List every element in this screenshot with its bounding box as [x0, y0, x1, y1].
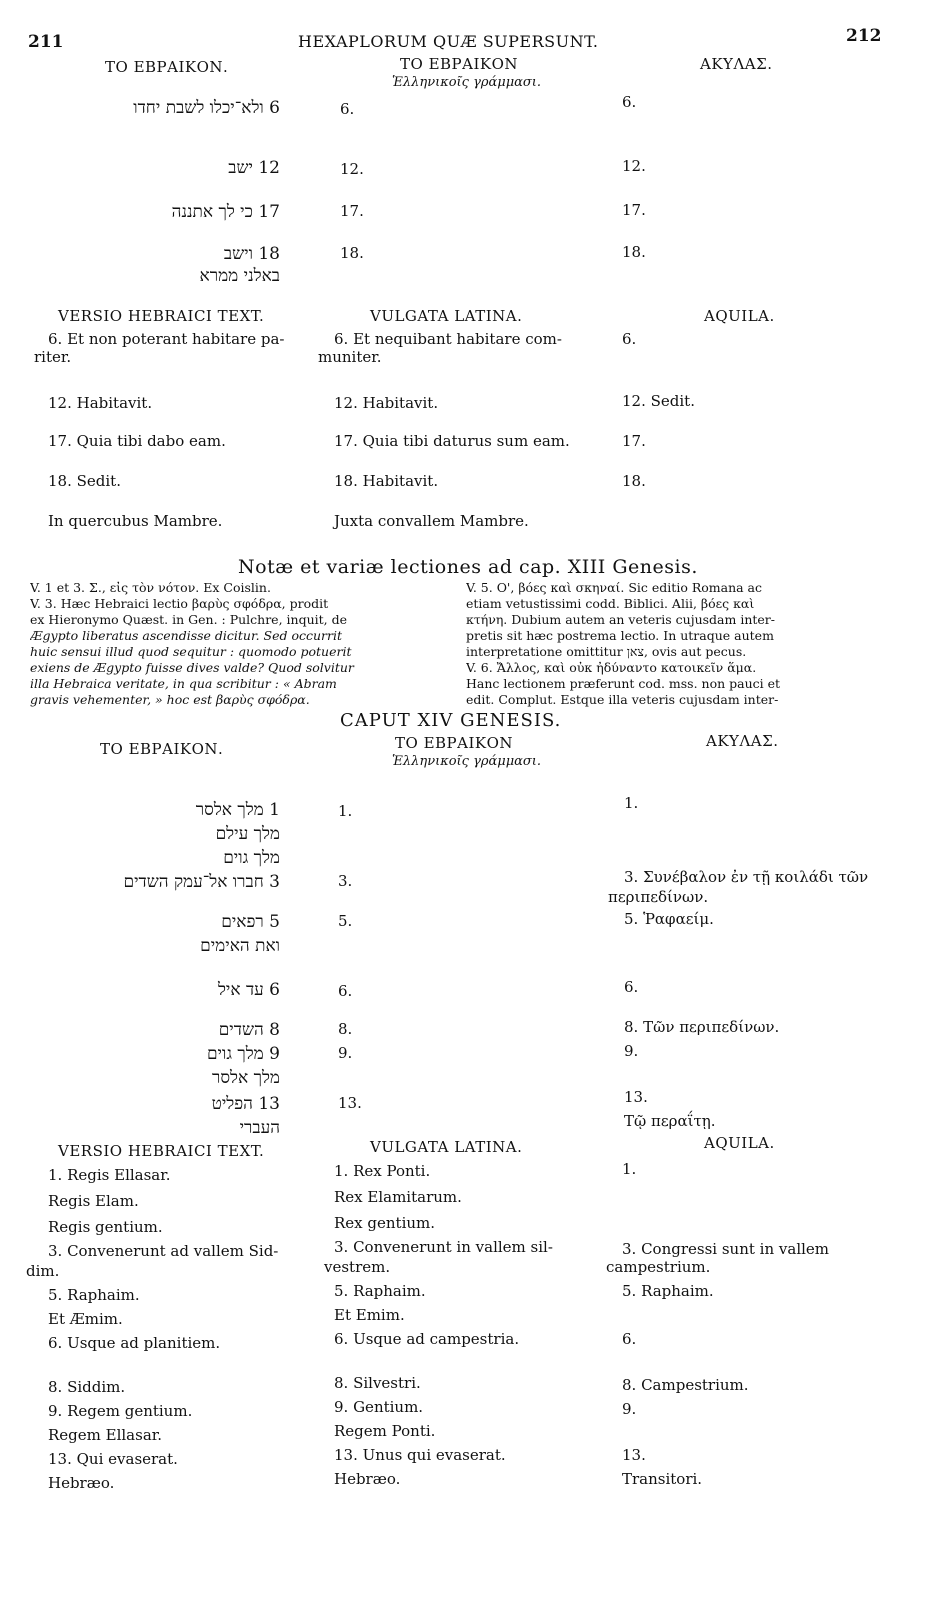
col3-head: ΑΚΥΛΑΣ.: [706, 732, 779, 750]
latin-line: riter.: [34, 348, 72, 366]
latin-line: Regis gentium.: [48, 1218, 163, 1236]
note-line: Hanc lectionem præferunt cod. mss. non pauci et: [466, 676, 781, 691]
latin-line: 6.: [622, 330, 637, 348]
latin-line: 12. Habitavit.: [48, 394, 153, 412]
latin-line: Regis Elam.: [48, 1192, 139, 1210]
hebrew-line: ואת האימים: [200, 936, 280, 956]
latin-line: 5. Raphaim.: [334, 1282, 426, 1300]
latin-line: dim.: [26, 1262, 60, 1280]
verse-number: 17.: [340, 202, 364, 220]
note-line: V. 3. Hæc Hebraici lectio βαρὺς σφόδρα, prodit: [30, 596, 329, 611]
aquila-line: 1.: [624, 794, 639, 812]
col2-subhead: Ἑλληνικοῖς γράμμασι.: [392, 75, 542, 90]
latin-line: Juxta convallem Mambre.: [334, 512, 529, 530]
latin-line: 6. Et non poterant habitare pa-: [48, 330, 285, 348]
latin-line: 13. Qui evaserat.: [48, 1450, 178, 1468]
running-title: HEXAPLORUM QUÆ SUPERSUNT.: [298, 32, 599, 51]
latin-line: 6. Et nequibant habitare com-: [334, 330, 562, 348]
aquila-line: Τῷ περαΐτῃ.: [624, 1112, 716, 1130]
note-line: interpretatione omittitur צאן, ovis aut pecus.: [466, 644, 747, 659]
latin-line: 5. Raphaim.: [48, 1286, 140, 1304]
note-line: ex Hieronymo Quæst. in Gen. : Pulchre, inquit, de: [30, 612, 347, 627]
verse-number: 18.: [340, 244, 364, 262]
latin-line: 6. Usque ad planitiem.: [48, 1334, 221, 1352]
latin-line: 9. Regem gentium.: [48, 1402, 193, 1420]
latin-line: Regem Ellasar.: [48, 1426, 163, 1444]
hebrew-line: העברי: [239, 1118, 280, 1138]
verse-number: 9.: [338, 1044, 353, 1062]
latin-line: 6. Usque ad campestria.: [334, 1330, 520, 1348]
verse-number: 6.: [622, 93, 637, 111]
col3-head: ΑΚΥΛΑΣ.: [700, 55, 773, 73]
hebrew-line: 3 חברו אל־עמק השדים: [123, 872, 280, 892]
latin-line: 5. Raphaim.: [622, 1282, 714, 1300]
notes-title: Notæ et variæ lectiones ad cap. XIII Genesis.: [238, 556, 698, 578]
hebrew-line: באלני ממרא: [199, 266, 280, 286]
col2-subhead: Ἑλληνικοῖς γράμμασι.: [392, 754, 542, 769]
hebrew-line: 8 השדים: [218, 1020, 280, 1040]
latin-col3-head: AQUILA.: [704, 307, 775, 325]
note-line: κτήνη. Dubium autem an veteris cujusdam inter-: [466, 612, 776, 627]
hebrew-line: 9 מלך גוים: [206, 1044, 280, 1064]
aquila-line: 6.: [624, 978, 639, 996]
verse-number: 8.: [338, 1020, 353, 1038]
hebrew-line: 18 וישב: [223, 244, 280, 264]
verse-number: 12.: [622, 157, 646, 175]
latin-line: 1.: [622, 1160, 637, 1178]
latin-col2-head: VULGATA LATINA.: [370, 307, 523, 325]
latin-line: campestrium.: [606, 1258, 711, 1276]
latin-line: muniter.: [318, 348, 382, 366]
hebrew-line: מלך עילם: [215, 824, 280, 844]
latin-line: Et Emim.: [334, 1306, 405, 1324]
latin-line: 9. Gentium.: [334, 1398, 424, 1416]
latin-line: 6.: [622, 1330, 637, 1348]
hebrew-line: מלך אלסר: [212, 1068, 280, 1088]
page-number-right: 212: [846, 26, 882, 46]
hebrew-line: 5 רפאים: [221, 912, 280, 932]
latin-line: 12. Sedit.: [622, 392, 695, 410]
verse-number: 12.: [340, 160, 364, 178]
latin-line: Transitori.: [622, 1470, 703, 1488]
hebrew-line: 6 ולא־יכלו לשבת יחדו: [133, 98, 280, 118]
latin-col1-head: VERSIO HEBRAICI TEXT.: [58, 1142, 265, 1160]
note-line: V. 6. Ἄλλος, καὶ οὐκ ἠδύναντο κατοικεῖν ἅμα.: [466, 660, 757, 675]
hebrew-line: 17 כי לך אתננה: [171, 202, 280, 222]
aquila-line: 3. Συνέβαλον ἐν τῇ κοιλάδι τῶν: [624, 868, 869, 886]
latin-line: 13. Unus qui evaserat.: [334, 1446, 506, 1464]
note-line: gravis vehementer, » hoc est βαρὺς σφόδρα.: [30, 692, 310, 707]
aquila-line: 8. Τῶν περιπεδίνων.: [624, 1018, 780, 1036]
notes-right-column: [466, 580, 906, 708]
latin-line: 8. Campestrium.: [622, 1376, 749, 1394]
verse-number: 3.: [338, 872, 353, 890]
note-line: pretis sit hæc postrema lectio. In utraque autem: [466, 628, 774, 643]
note-line: etiam vetustissimi codd. Biblici. Alii, βόες καὶ: [466, 596, 755, 611]
verse-number: 5.: [338, 912, 353, 930]
note-line: edit. Complut. Estque illa veteris cujusdam inter-: [466, 692, 779, 707]
latin-line: In quercubus Mambre.: [48, 512, 223, 530]
latin-line: 8. Siddim.: [48, 1378, 126, 1396]
page-number-left: 211: [28, 32, 64, 52]
latin-line: 3. Congressi sunt in vallem: [622, 1240, 830, 1258]
hebrew-line: 1 מלך אלסר: [195, 800, 280, 820]
hebrew-line: מלך גוים: [223, 848, 280, 868]
latin-line: Rex gentium.: [334, 1214, 436, 1232]
latin-line: 1. Regis Ellasar.: [48, 1166, 171, 1184]
col2-head: ΤΟ ΕΒΡΑΙΚΟΝ: [395, 734, 514, 752]
note-line: exiens de Ægypto fuisse dives valde? Quod solvitur: [30, 660, 354, 675]
hebrew-line: 12 ישב: [228, 158, 280, 178]
note-line: V. 1 et 3. Σ., εἰς τὸν νότον. Ex Coislin.: [30, 580, 271, 595]
verse-number: 13.: [338, 1094, 362, 1112]
latin-line: Hebræo.: [334, 1470, 401, 1488]
col2-head: ΤΟ ΕΒΡΑΙΚΟΝ: [400, 55, 519, 73]
latin-line: 17.: [622, 432, 646, 450]
hebrew-line: 13 הפליט: [211, 1094, 280, 1114]
latin-line: Hebræo.: [48, 1474, 115, 1492]
latin-line: 17. Quia tibi dabo eam.: [48, 432, 226, 450]
verse-number: 18.: [622, 243, 646, 261]
note-line: huic sensui illud quod sequitur : quomodo potuerit: [30, 644, 352, 659]
latin-line: 18.: [622, 472, 646, 490]
verse-number: 17.: [622, 201, 646, 219]
latin-line: 17. Quia tibi daturus sum eam.: [334, 432, 570, 450]
latin-col2-head: VULGATA LATINA.: [370, 1138, 523, 1156]
verse-number: 6.: [338, 982, 353, 1000]
latin-line: 3. Convenerunt ad vallem Sid-: [48, 1242, 279, 1260]
col1-head: ΤΟ ΕΒΡΑΙΚΟΝ.: [100, 740, 224, 758]
latin-col3-head: AQUILA.: [704, 1134, 775, 1152]
notes-left-column: [30, 580, 458, 708]
latin-line: 9.: [622, 1400, 637, 1418]
latin-line: 13.: [622, 1446, 646, 1464]
aquila-line: 5. Ῥαφαείμ.: [624, 910, 714, 928]
latin-col1-head: VERSIO HEBRAICI TEXT.: [58, 307, 265, 325]
note-line: illa Hebraica veritate, in qua scribitur : « Abram: [30, 676, 337, 691]
latin-line: Rex Elamitarum.: [334, 1188, 462, 1206]
latin-line: 1. Rex Ponti.: [334, 1162, 431, 1180]
latin-line: 8. Silvestri.: [334, 1374, 421, 1392]
latin-line: vestrem.: [324, 1258, 391, 1276]
latin-line: Regem Ponti.: [334, 1422, 436, 1440]
latin-line: 18. Sedit.: [48, 472, 121, 490]
aquila-line: περιπεδίνων.: [608, 888, 709, 906]
hebrew-line: 6 עד איל: [217, 980, 280, 1000]
latin-line: 18. Habitavit.: [334, 472, 439, 490]
latin-line: Et Æmim.: [48, 1310, 123, 1328]
note-line: V. 5. Ο', βόες καὶ σκηναί. Sic editio Romana ac: [466, 580, 762, 595]
latin-line: 3. Convenerunt in vallem sil-: [334, 1238, 553, 1256]
verse-number: 6.: [340, 100, 355, 118]
col1-head: ΤΟ ΕΒΡΑΙΚΟΝ.: [105, 58, 229, 76]
verse-number: 1.: [338, 802, 353, 820]
aquila-line: 9.: [624, 1042, 639, 1060]
note-line: Ægypto liberatus ascendisse dicitur. Sed occurrit: [30, 628, 343, 643]
latin-line: 12. Habitavit.: [334, 394, 439, 412]
aquila-line: 13.: [624, 1088, 648, 1106]
caput-title: CAPUT XIV GENESIS.: [340, 710, 562, 731]
